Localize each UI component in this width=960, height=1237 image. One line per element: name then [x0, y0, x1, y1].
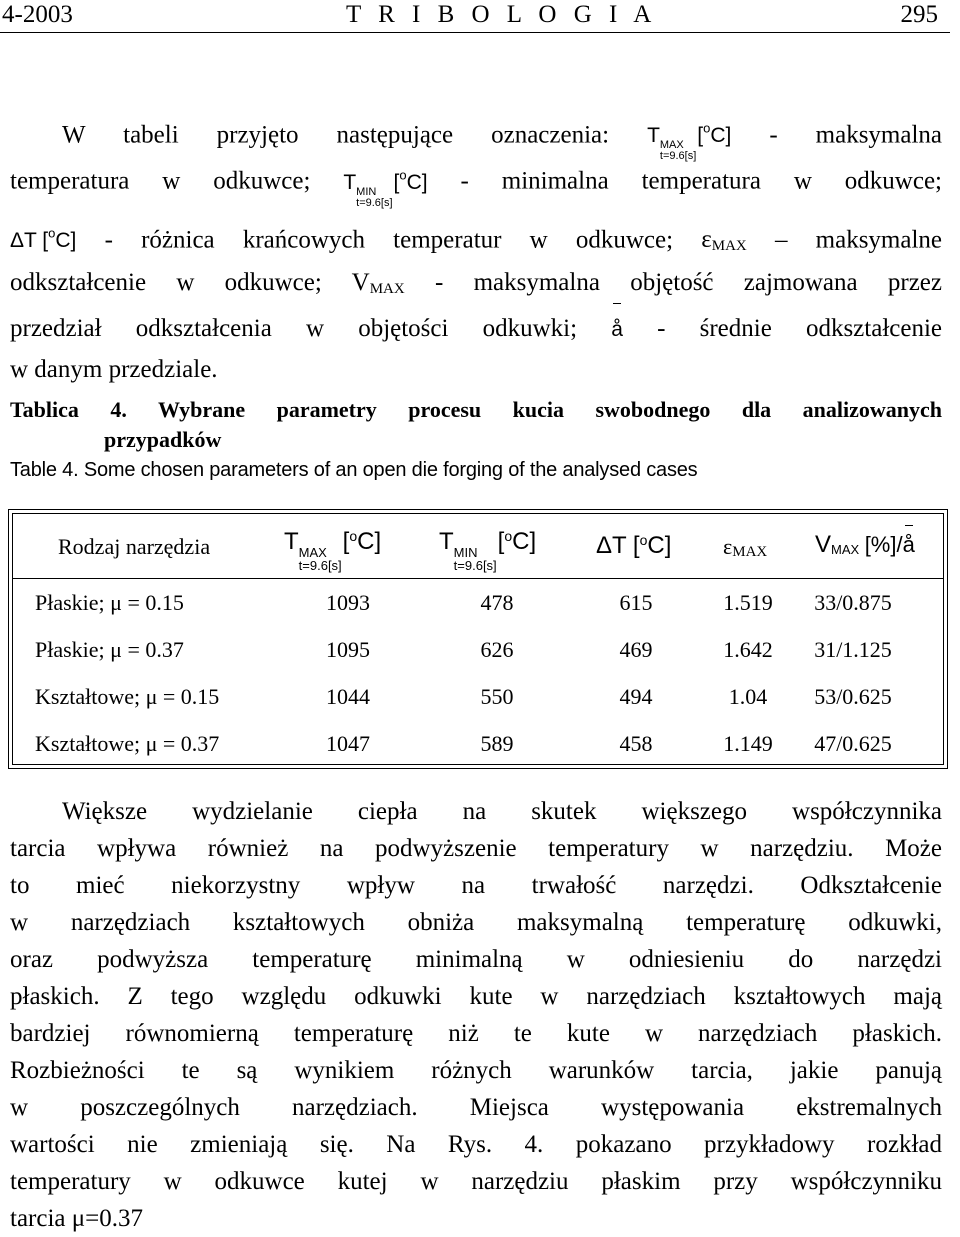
cell-tmin: 589	[480, 731, 514, 756]
cell-tool: Kształtowe; μ = 0.15	[35, 684, 220, 709]
intro-line-2: temperatura w odkuwce; T MIN t=9.6[s] [$^o$C] - minimalna temperatura w odkuwce;	[10, 167, 942, 209]
caption-en: Table 4. Some chosen parameters of an open die forging of the analysed cases	[10, 459, 698, 481]
body-line: wartości nie zmieniają się. Na Rys. 4. pokazano przykładowy rozkład	[10, 1131, 942, 1158]
body-line: w narzędziach kształtowych obniża maksymalną temperaturę odkuwki,	[10, 909, 942, 936]
caption-pl-line-1: Tablica 4. Wybrane parametry procesu kucia swobodnego dla analizowanych	[10, 397, 942, 422]
intro-line-1: W tabeli przyjęto następujące oznaczenia: T MAX t=9.6[s] [$^o$C] - maksymalna	[62, 121, 943, 163]
delta-t-symbol: ΔT [$^o$C]	[10, 225, 77, 252]
cell-emax: 1.04	[728, 684, 768, 709]
intro-line-3: ΔT [$^o$C] - różnica krańcowych temperatur w odkuwce; εMAX – maksymalne	[10, 225, 943, 254]
body-line: oraz podwyższa temperaturę minimalną w odniesieniu do narzędzi	[10, 946, 942, 973]
body-line: Rozbieżności te są wynikiem różnych warunków tarcia, jakie panują	[10, 1057, 942, 1084]
cell-tool: Kształtowe; μ = 0.37	[35, 731, 220, 756]
intro-line-6: w danym przedziale.	[10, 355, 218, 383]
cell-dt: 458	[619, 731, 653, 756]
cell-dt: 469	[619, 637, 653, 662]
cell-volume: 47/0.625	[814, 731, 892, 756]
cell-tmin: 626	[480, 637, 514, 662]
cell-tool: Płaskie; μ = 0.37	[35, 637, 184, 662]
body-line: tarcia μ=0.37	[10, 1205, 144, 1232]
journal-title: T R I B O L O G I A	[346, 1, 657, 28]
cell-volume: 53/0.625	[814, 684, 892, 709]
mean-strain-symbol: å	[611, 310, 623, 350]
body-line: to mieć niekorzystny wpływ na trwałość narzędzi. Odkształcenie	[10, 872, 942, 899]
cell-emax: 1.519	[723, 590, 773, 615]
cell-dt: 615	[619, 590, 653, 615]
symbol-definitions-paragraph	[10, 106, 942, 390]
cell-dt: 494	[619, 684, 653, 709]
cell-tmin: 550	[480, 684, 514, 709]
col-header-delta-t: ΔT [$^o$C]	[596, 532, 672, 560]
running-header	[0, 0, 950, 33]
col-header-volume: VMAX [%]/å	[815, 531, 915, 558]
cell-tmax: 1093	[326, 590, 370, 615]
journal-issue: 4-2003	[2, 1, 73, 28]
cell-tool: Płaskie; μ = 0.15	[35, 590, 184, 615]
body-line: temperatury w odkuwce kutej w narzędziu płaskim przy współczynniku	[10, 1168, 942, 1195]
cell-volume: 31/1.125	[814, 637, 892, 662]
page-number: 295	[900, 1, 938, 28]
discussion-paragraph	[10, 793, 942, 1237]
tmax-symbol: T MAX t=9.6[s] [$^o$C]	[647, 121, 732, 163]
col-header-tmin: T MIN t=9.6[s] [$^o$C]	[439, 528, 537, 574]
cell-tmin: 478	[480, 590, 514, 615]
cell-volume: 33/0.875	[814, 590, 892, 615]
tmin-symbol: T MIN t=9.6[s] [$^o$C]	[343, 167, 428, 209]
cell-emax: 1.149	[723, 731, 773, 756]
body-line: w poszczególnych narzędziach. Miejsca występowania ekstremalnych	[10, 1094, 942, 1121]
table-caption	[10, 395, 942, 485]
vmax-symbol: VMAX	[351, 268, 405, 297]
parameters-table	[8, 509, 948, 769]
table-inner-border	[12, 513, 944, 765]
col-header-epsilon-max: εMAX	[723, 534, 768, 560]
cell-emax: 1.642	[723, 637, 773, 662]
cell-tmax: 1047	[326, 731, 370, 756]
body-line: tarcia wpływa również na podwyższenie temperatury w narzędziu. Może	[10, 835, 942, 862]
body-line: płaskich. Z tego względu odkuwki kute w narzędziach kształtowych mają	[10, 983, 942, 1010]
body-line: bardziej równomierną temperaturę niż te kute w narzędziach płaskich.	[10, 1020, 942, 1047]
epsilon-max-symbol: εMAX	[701, 225, 747, 254]
intro-line-4: odkształcenie w odkuwce; VMAX - maksymalna objętość zajmowana przez	[10, 268, 942, 297]
caption-pl-line-2: przypadków	[104, 427, 222, 452]
intro-line-5: przedział odkształcenia w objętości odkuwki; å - średnie odkształcenie	[10, 309, 942, 350]
cell-tmax: 1095	[326, 637, 370, 662]
cell-tmax: 1044	[326, 684, 370, 709]
body-line: Większe wydzielanie ciepła na skutek większego współczynnika	[62, 798, 942, 825]
header-separator	[13, 578, 943, 579]
col-header-tool: Rodzaj narzędzia	[58, 534, 211, 559]
col-header-tmax: T MAX t=9.6[s] [$^o$C]	[284, 528, 382, 574]
